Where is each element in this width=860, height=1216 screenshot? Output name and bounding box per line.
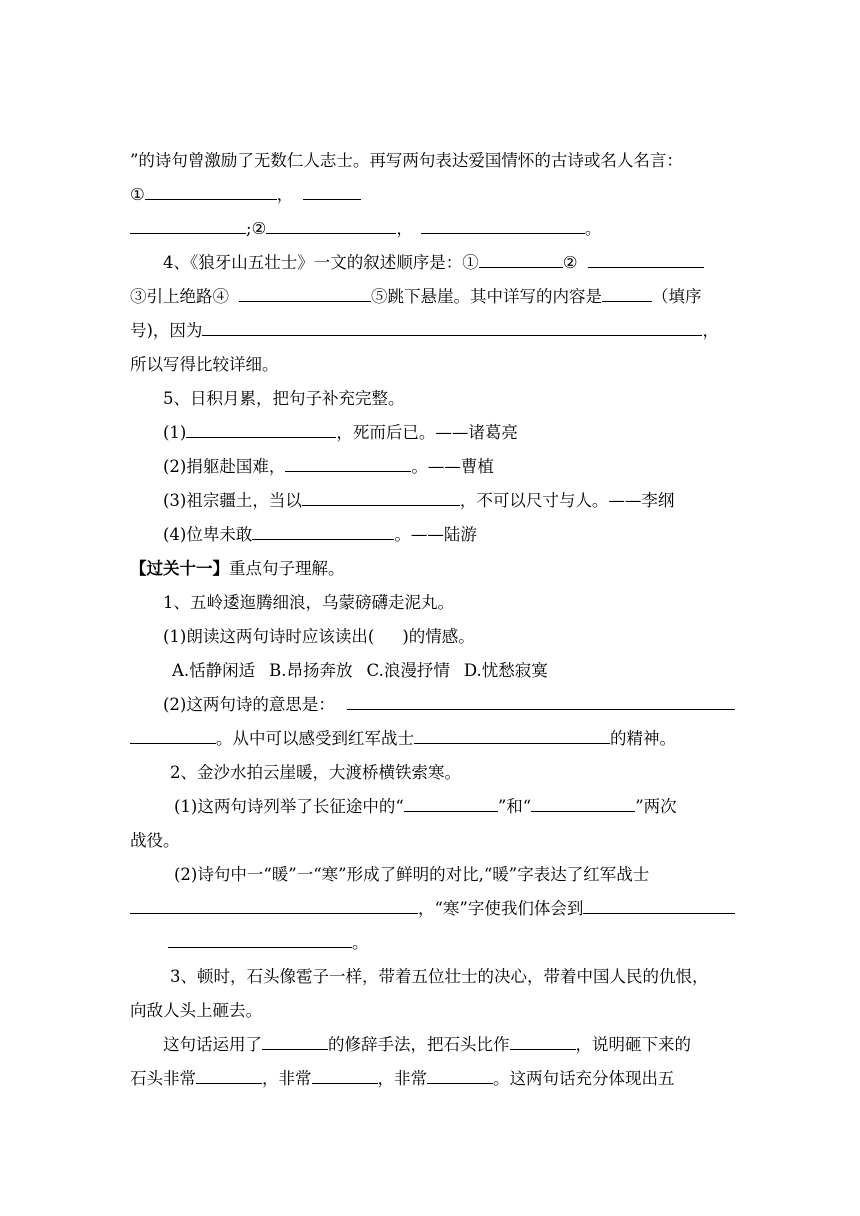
- text: ，: [396, 219, 413, 238]
- text: ⑤跳下悬崖。其中详写的内容是: [371, 287, 602, 306]
- text: (4)位卑未敢: [163, 525, 253, 544]
- answer-blank[interactable]: [285, 456, 411, 472]
- sentence-2: [170, 762, 461, 784]
- answer-blank[interactable]: [196, 1068, 262, 1084]
- text: (2)这两句诗的意思是：: [163, 695, 335, 714]
- text: (2)诗句中一“暖”一“寒”形成了鲜明的对比,“暖”字表达了红军战士: [174, 865, 650, 884]
- answer-blank[interactable]: [303, 184, 361, 200]
- text: ，不可以尺寸与人。——李纲: [459, 491, 675, 510]
- text: 3、顿时，石头像雹子一样，带着五位壮士的决心，带着中国人民的仇恨，: [170, 967, 709, 986]
- text: ”和“: [497, 797, 532, 816]
- text-line: [130, 218, 601, 240]
- answer-blank[interactable]: [145, 184, 277, 200]
- text: ，死而后已。——诸葛亮: [336, 423, 518, 442]
- text: ”的诗句曾激励了无数仁人志士。再写两句表达爱国情怀的古诗或名人名言：: [130, 151, 683, 170]
- text: 1、五岭逶迤腾细浪，乌蒙磅礴走泥丸。: [163, 593, 454, 612]
- text: (3)祖宗疆土，当以: [163, 491, 302, 510]
- answer-blank[interactable]: [479, 252, 563, 268]
- text-line: [168, 932, 369, 954]
- text: 石头非常: [130, 1069, 196, 1088]
- option-a[interactable]: A.恬静闲适: [172, 661, 256, 680]
- answer-blank[interactable]: [130, 218, 246, 234]
- answer-blank[interactable]: [404, 796, 498, 812]
- text: (1)这两句诗列举了长征途中的“: [174, 797, 404, 816]
- answer-blank[interactable]: [252, 524, 394, 540]
- section-title: 【过关十一】: [130, 559, 229, 578]
- answer-blank[interactable]: [312, 1068, 378, 1084]
- text: ”两次: [635, 797, 677, 816]
- text: ;②: [246, 219, 267, 238]
- text-line: [130, 354, 279, 376]
- answer-blank[interactable]: [239, 286, 371, 302]
- answer-blank[interactable]: [130, 728, 216, 744]
- text: 。从中可以感受到红军战士: [216, 729, 414, 748]
- text: 的修辞手法，把石头比作: [328, 1035, 510, 1054]
- text: 5、日积月累，把句子补充完整。: [163, 389, 405, 408]
- text-line: [130, 830, 180, 852]
- text-line: [130, 184, 361, 206]
- text: 2、金沙水拍云崖暖，大渡桥横铁索寒。: [170, 763, 461, 782]
- question-5: [163, 388, 405, 410]
- text: ，: [276, 185, 294, 204]
- option-d[interactable]: D.忧愁寂寞: [463, 661, 548, 680]
- text: 号)，因为: [130, 321, 203, 340]
- answer-blank[interactable]: [583, 898, 735, 914]
- option-b[interactable]: B.昂扬奔放: [269, 661, 353, 680]
- text: ，非常: [262, 1069, 312, 1088]
- answer-blank[interactable]: [427, 1068, 493, 1084]
- text-line: [130, 286, 702, 308]
- text: 。——曹植: [411, 457, 494, 476]
- text: 。这两句话充分体现出五: [493, 1069, 675, 1088]
- answer-blank[interactable]: [588, 252, 704, 268]
- text: )的情感。: [402, 627, 475, 646]
- answer-blank[interactable]: [202, 320, 702, 336]
- question-5-4: [163, 524, 477, 546]
- text-line: [130, 898, 735, 920]
- text: ，非常: [377, 1069, 427, 1088]
- sentence-3-q1: [163, 1034, 691, 1056]
- sentence-1-q1: [163, 626, 475, 648]
- text: (1)朗读这两句诗时应该读出(: [163, 627, 375, 646]
- answer-blank[interactable]: [510, 1034, 576, 1050]
- sentence-3: [170, 966, 709, 988]
- sentence-1: [163, 592, 454, 614]
- answer-blank[interactable]: [602, 286, 652, 302]
- text: 所以写得比较详细。: [130, 355, 279, 374]
- text: ①: [130, 185, 145, 204]
- answer-blank[interactable]: [262, 1034, 328, 1050]
- answer-blank[interactable]: [130, 898, 418, 914]
- text: 战役。: [130, 831, 180, 850]
- answer-blank[interactable]: [186, 422, 336, 438]
- text: 的精神。: [610, 729, 676, 748]
- text: （填序: [652, 287, 702, 306]
- text: 4、《狼牙山五壮士》一文的叙述顺序是：①: [163, 253, 479, 272]
- text: ③引上绝路④: [130, 287, 229, 306]
- text: 向敌人头上砸去。: [130, 1001, 262, 1020]
- text: ，“寒”字使我们体会到: [418, 899, 584, 918]
- section-heading: [130, 558, 345, 580]
- text: 。——陆游: [394, 525, 477, 544]
- question-5-2: [163, 456, 494, 478]
- text-line: [130, 1068, 675, 1090]
- text: ②: [562, 253, 578, 272]
- answer-blank[interactable]: [168, 932, 352, 948]
- sentence-2-q1: [174, 796, 677, 818]
- sentence-1-q2: [163, 694, 735, 716]
- option-c[interactable]: C.浪漫抒情: [366, 661, 450, 680]
- text-line: [130, 150, 683, 172]
- question-5-3: [163, 490, 674, 512]
- question-5-1: [163, 422, 518, 444]
- text: ，: [702, 321, 719, 340]
- answer-blank[interactable]: [531, 796, 635, 812]
- sentence-2-q2: [174, 864, 649, 886]
- question-4: [163, 252, 704, 274]
- text: 这句话运用了: [163, 1035, 262, 1054]
- answer-blank[interactable]: [347, 694, 735, 710]
- text: (2)捐躯赴国难，: [163, 457, 286, 476]
- answer-blank[interactable]: [302, 490, 460, 506]
- answer-blank[interactable]: [266, 218, 396, 234]
- text: 。: [352, 933, 369, 952]
- text: (1): [163, 423, 187, 442]
- sentence-1-options: [172, 660, 548, 682]
- answer-blank[interactable]: [414, 728, 610, 744]
- text-line: [130, 1000, 262, 1022]
- text: ，说明砸下来的: [575, 1035, 691, 1054]
- text: 重点句子理解。: [229, 559, 345, 578]
- text-line: [130, 728, 676, 750]
- text-line: [130, 320, 719, 342]
- text: 。: [584, 219, 602, 238]
- answer-blank[interactable]: [421, 218, 585, 234]
